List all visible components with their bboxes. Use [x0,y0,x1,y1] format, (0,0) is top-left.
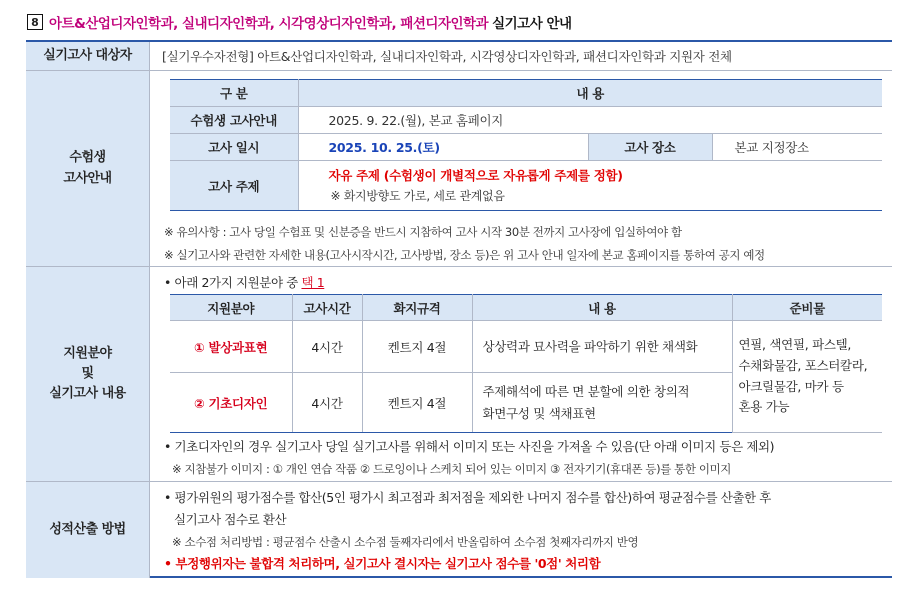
scoring-line2: 실기고사 점수로 환산 [174,512,287,527]
prohibited-images-note: ※ 지참불가 이미지 : ① 개인 연습 작품 ② 드로잉이나 스케치 되어 있는 이미지 ③ 전자기기(휴대폰 등)를 통한 이미지 [172,462,731,476]
title-suffix: 실기고사 안내 [492,16,572,32]
exam-info-content [150,71,892,266]
target-row [26,42,892,71]
exam-info-label-line1: 수험생 [69,150,106,166]
fields-content [150,267,892,481]
category-header: 구 분 [170,80,298,107]
header-time: 고사시간 [292,295,362,321]
topic-value: 자유 주제 (수험생이 개별적으로 자유롭게 주제를 정함) [328,168,623,184]
fields-label-line1: 지원분야 [63,345,112,361]
exam-info-row [26,71,892,267]
scoring-label: 성적산출 방법 [26,482,150,578]
header-content: 내 용 [472,295,732,321]
time-value: 4시간 [292,373,362,433]
fields-label-line2: 및 [81,365,94,381]
announcement-note: ※ 실기고사와 관련한 자세한 내용(고사시작시간, 고사방법, 장소 등)은 위 고사 안내 일자에 본교 홈페이지를 통하여 공지 예정 [164,248,765,262]
basic-design-note: • 기초디자인의 경우 실기고사 당일 실기고사를 위해서 이미지 또는 사진을 가져올 수 있음(단 아래 이미지 등은 제외) [164,439,775,454]
place-label: 고사 장소 [588,134,712,161]
topic-note: ※ 화지방향도 가로, 세로 관계없음 [330,188,505,203]
field-expression: ① 발상과표현 [194,339,268,355]
fields-label [26,267,150,481]
scoring-line1: • 평가위원의 평가점수를 합산(5인 평가시 최고점과 최저점을 제외한 나머지 점수를 합산)하여 평균점수를 산출한 후 [164,490,771,505]
header-field: 지원분야 [170,295,292,321]
notice-label: 수험생 고사안내 [170,107,298,134]
header-supplies: 준비물 [732,295,882,321]
caution-note: ※ 유의사항 : 고사 당일 수험표 및 신분증을 반드시 지참하여 고사 시작 30분 전까지 고사장에 입실하여야 함 [164,225,682,239]
page-title [27,10,572,34]
scoring-content [150,482,892,578]
header-paper: 화지규격 [362,295,472,321]
content-header: 내 용 [298,80,882,107]
table-row [170,321,882,373]
exam-info-table [170,79,882,211]
section-number-box: 8 [27,14,43,30]
cheating-warning: • 부정행위자는 불합격 처리하며, 실기고사 결시자는 실기고사 점수를 '0점' 처리함 [164,556,601,571]
notice-value: 2025. 9. 22.(월), 본교 홈페이지 [298,107,882,134]
place-value: 본교 지정장소 [712,134,882,161]
content-value: 주제해석에 따른 면 분할에 의한 창의적 화면구성 및 색채표현 [472,373,732,433]
rounding-note: ※ 소수점 처리방법 : 평균점수 산출시 소수점 둘째자리에서 반올림하여 소수점 첫째자리까지 반영 [172,535,639,549]
paper-value: 켄트지 4절 [362,373,472,433]
topic-label: 고사 주제 [170,161,298,211]
title-departments: 아트&산업디자인학과, 실내디자인학과, 시각영상디자인학과, 패션디자인학과 [49,16,489,32]
field-basic-design: ② 기초디자인 [194,395,268,411]
content-value: 상상력과 묘사력을 파악하기 위한 채색화 [472,321,732,373]
scoring-row [26,482,892,578]
fields-intro: • 아래 2가지 지원분야 중 택 1 [164,275,325,290]
target-label: 실기고사 대상자 [26,42,150,70]
select-one-highlight: 택 1 [301,275,325,290]
exam-info-label [26,71,150,266]
paper-value: 켄트지 4절 [362,321,472,373]
fields-label-line3: 실기고사 내용 [49,386,126,402]
fields-table [170,294,882,433]
date-label: 고사 일시 [170,134,298,161]
info-table [26,40,892,578]
time-value: 4시간 [292,321,362,373]
exam-info-label-line2: 고사안내 [63,170,112,186]
fields-row [26,267,892,482]
date-value: 2025. 10. 25.(토) [328,140,440,155]
supplies-value: 연필, 색연필, 파스텔, 수채화물감, 포스터칼라, 아크릴물감, 마카 등 혼용 가능 [732,321,882,433]
target-value: [실기우수자전형] 아트&산업디자인학과, 실내디자인학과, 시각영상디자인학과, 패션디자인학과 지원자 전체 [162,49,732,64]
